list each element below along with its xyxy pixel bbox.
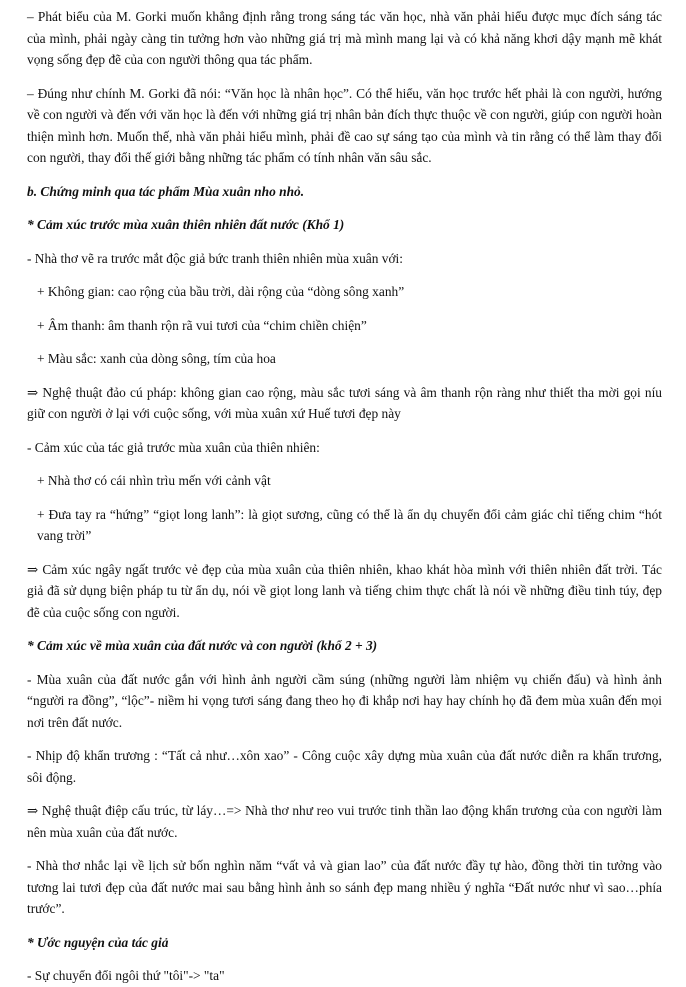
paragraph: - Nhà thơ vẽ ra trước mắt độc giả bức tranh thiên nhiên mùa xuân với:	[27, 250, 403, 266]
paragraph: - Nhà thơ nhắc lại về lịch sử bốn nghìn năm “vất vả và gian lao” của đất nước đầy tự hào, đồng thời tin tưởng vào tương lai tươi đẹp của đất nước mai sau bằng hình ảnh so sánh đẹp mang nhiều ý nghĩa “Đất nước như vì sao…phía trước”.	[27, 858, 662, 916]
paragraph: – Phát biểu của M. Gorki muốn khẳng định rằng trong sáng tác văn học, nhà văn phải hiểu được mục đích sáng tác của mình, phải ngày càng tin tưởng hơn vào những giá trị mà mình mang lại và có khả năng khơi dậy mạnh mẽ khát vọng sống đẹp đẽ của con người thông qua tác phẩm.	[27, 9, 662, 67]
paragraph: - Sự chuyển đổi ngôi thứ "tôi"-> "ta"	[27, 968, 225, 983]
paragraph: - Mùa xuân của đất nước gắn với hình ảnh người cầm súng (những người làm nhiệm vụ chiến đấu) và hình ảnh “người ra đồng”, “lộc”- niềm hi vọng tươi sáng đang theo họ đi khắp nơi hay hay chính họ đã đem mùa xuân đến mọi nơi trên đất nước.	[27, 671, 662, 730]
bullet-item: + Âm thanh: âm thanh rộn rã vui tươi của “chim chiền chiện”	[37, 317, 367, 333]
subsection-heading: * Cảm xúc về mùa xuân của đất nước và con người (khổ 2 + 3)	[27, 638, 378, 653]
paragraph: ⇒ Nghệ thuật điệp cấu trúc, từ láy…=> Nhà thơ như reo vui trước tinh thần lao động khẩn trương của con người làm nên mùa xuân của đất nước.	[27, 803, 662, 840]
bullet-item: + Màu sắc: xanh của dòng sông, tím của hoa	[37, 351, 276, 366]
subsection-heading: * Ước nguyện của tác giả	[27, 934, 169, 950]
bullet-item: + Không gian: cao rộng của bầu trời, dài rộng của “dòng sông xanh”	[37, 284, 405, 299]
paragraph: ⇒ Cảm xúc ngây ngất trước vẻ đẹp của mùa xuân của thiên nhiên, khao khát hòa mình với thiên nhiên đất trời. Tác giả đã sử dụng biện pháp tu từ ẩn dụ, nói về giọt long lanh và tiếng chim thực chất là nói về những điều tinh túy, đẹp đẽ của cuộc sống con người.	[27, 561, 662, 620]
bullet-item: + Nhà thơ có cái nhìn trìu mến với cảnh vật	[37, 473, 271, 488]
paragraph: - Cảm xúc của tác giả trước mùa xuân của thiên nhiên:	[27, 439, 320, 455]
subsection-heading: * Cảm xúc trước mùa xuân thiên nhiên đất nước (Khổ 1)	[27, 217, 345, 232]
paragraph: – Đúng như chính M. Gorki đã nói: “Văn học là nhân học”. Có thể hiểu, văn học trước hết phải là con người, hướng về con người và đến với văn học là đến với những giá trị nhân bản đích thực thuộc về con người, giúp con người hoàn thiện mình hơn. Muốn thế, nhà văn phải hiểu mình, phải đề cao sự sáng tạo của mình và tin rằng có thể làm thay đổi con người, thay đổi thế giới bằng những tác phẩm có tính nhân văn sâu sắc.	[27, 85, 662, 165]
bullet-item: + Đưa tay ra “hứng” “giọt long lanh”: là giọt sương, cũng có thể là ẩn dụ chuyển đổi cảm giác chỉ tiếng chim “hót vang trời”	[37, 506, 662, 543]
section-heading: b. Chứng minh qua tác phẩm Mùa xuân nho nhỏ.	[27, 183, 305, 199]
paragraph: ⇒ Nghệ thuật đảo cú pháp: không gian cao rộng, màu sắc tươi sáng và âm thanh rộn ràng như thiết tha mời gọi níu giữ con người ở lại với cuộc sống, với mùa xuân xứ Huế tươi đẹp này	[27, 384, 662, 421]
paragraph: - Nhịp độ khẩn trương : “Tất cả như…xôn xao” - Công cuộc xây dựng mùa xuân của đất nước diễn ra khẩn trương, sôi động.	[27, 748, 662, 785]
